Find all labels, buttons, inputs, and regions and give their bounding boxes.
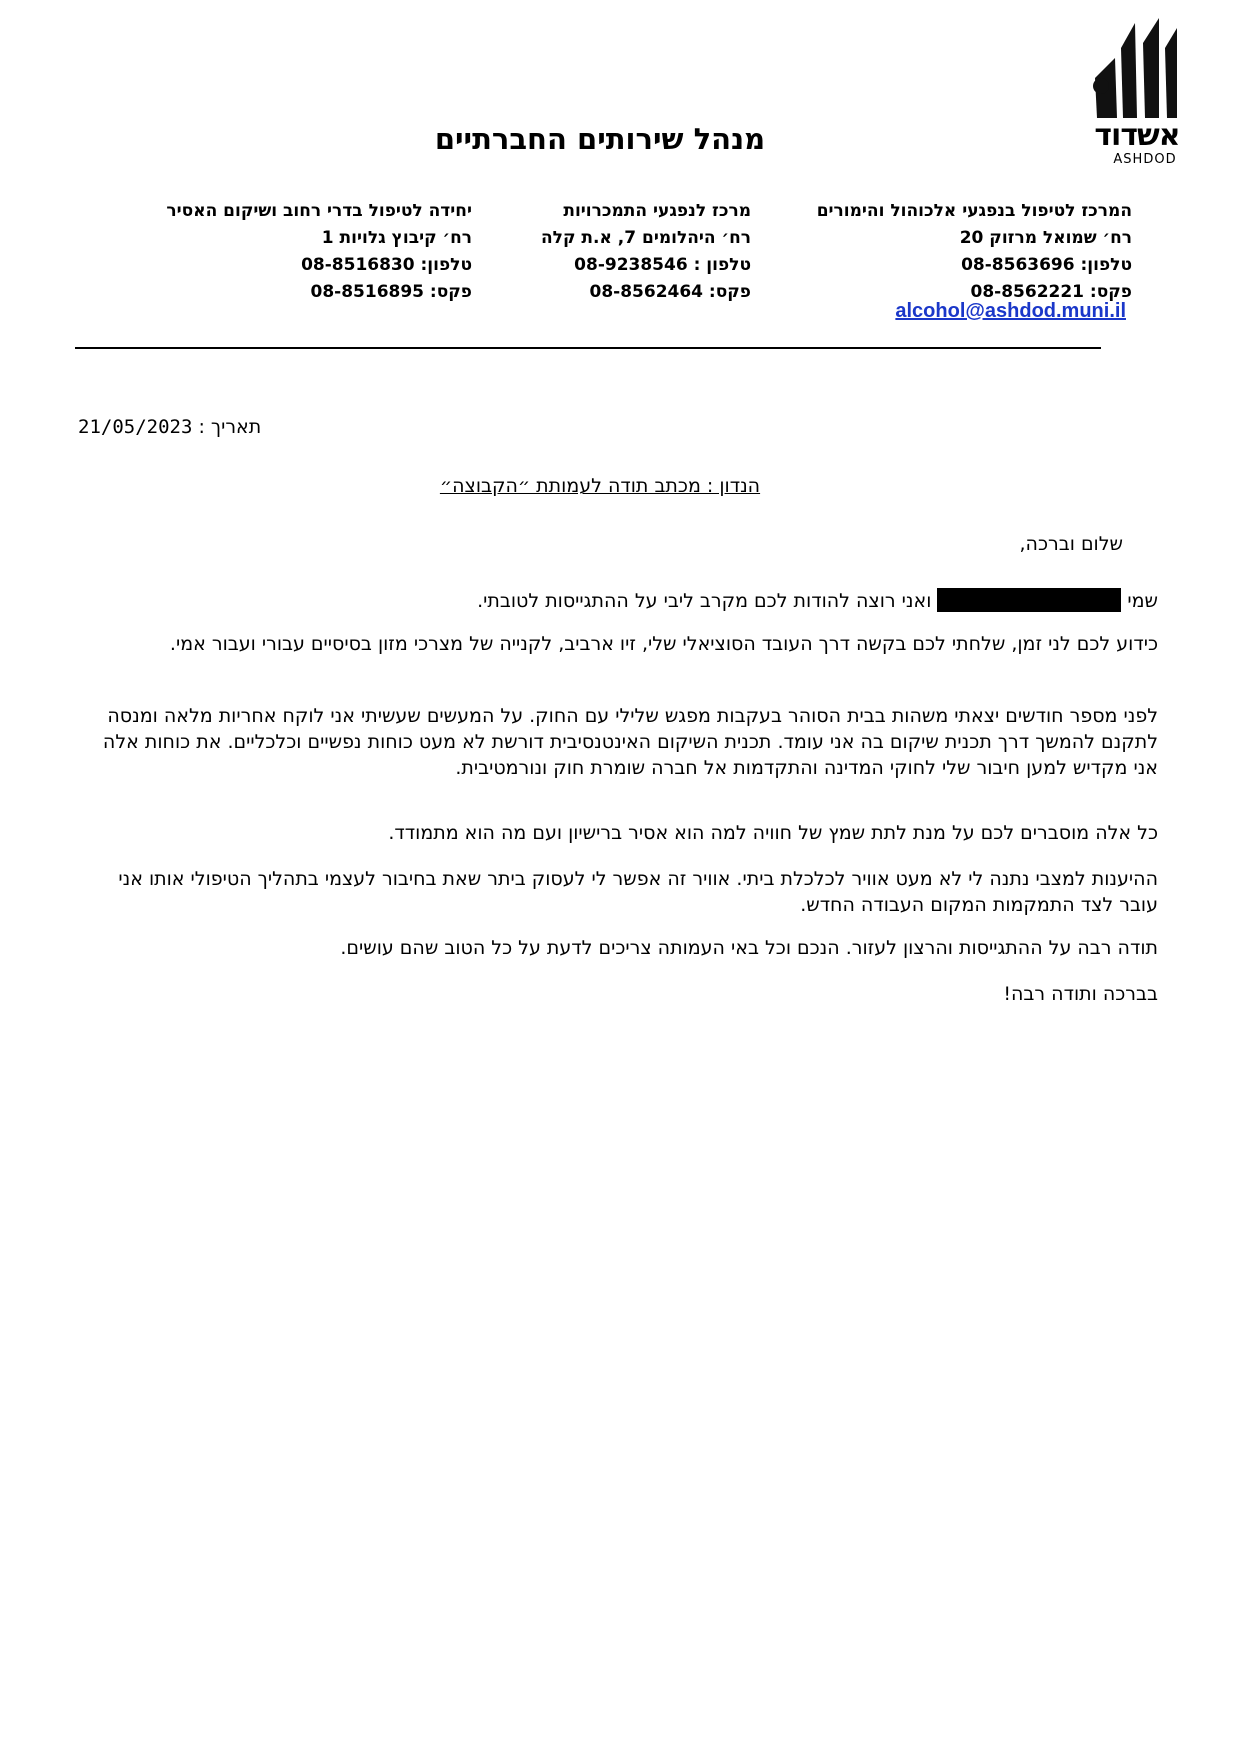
- unit-name: המרכז לטיפול בנפגעי אלכוהול והימורים: [816, 201, 1132, 221]
- unit-name: יחידה לטיפול בדרי רחוב ושיקום האסיר: [166, 201, 472, 221]
- unit-address: רח׳ שמואל מרזוק 20: [959, 228, 1132, 248]
- paragraph-impact: ההיענות למצבי נתנה לי לא מעט אוויר לכלכלת ביתי. אוויר זה אפשר לי לעסוק ביתר שאת בחיבור לעצמי בתהליך הטיפולי אותו אני עובר לצד התמקמות המקום העבודה החדש.: [118, 868, 1158, 916]
- unit-phone: טלפון: 08-8563696: [961, 255, 1132, 275]
- unit-name: מרכז לנפגעי התמכרויות: [563, 201, 751, 221]
- paragraph-explanation: כל אלה מוסברים לכם על מנת לתת שמץ של חוויה למה הוא אסיר ברישיון ועם מה הוא מתמודד.: [388, 822, 1158, 844]
- unit-phone: טלפון : 08-9238546: [574, 255, 751, 275]
- ashdod-emblem-icon: [1085, 18, 1185, 118]
- date-value: 21/05/2023: [78, 416, 193, 438]
- intro-after: ואני רוצה להודות לכם מקרב ליבי על ההתגייסות לטובתי.: [477, 590, 932, 612]
- unit-fax: פקס: 08-8562221: [970, 282, 1132, 302]
- date-label: תאריך :: [198, 416, 262, 438]
- paragraph-intro: [78, 588, 1158, 614]
- page-title: מנהל שירותים החברתיים: [434, 122, 766, 156]
- unit-addiction-center: [541, 198, 751, 306]
- unit-alcohol-center: [817, 198, 1132, 306]
- unit-phone: טלפון: 08-8516830: [301, 255, 472, 275]
- unit-fax: פקס: 08-8562464: [589, 282, 751, 302]
- paragraph-background: לפני מספר חודשים יצאתי משהות בבית הסוהר בעקבות מפגש שלילי עם החוק. על המעשים שעשיתי אני לוקח אחריות מלאה ומנסה לתקנם להמשך דרך תכנית שיקום בה אני עומד. תכנית השיקום האינטנסיבית דורשת לא מעט כוחות נפשיים וכלכליים. את כוחות אלה אני מקדיש למען חיבור שלי לחוקי המדינה והתקדמות אל חברה שומרת חוק ונורמטיבית.: [102, 705, 1158, 779]
- email-link[interactable]: alcohol@ashdod.muni.il: [895, 300, 1126, 322]
- redacted-name: [937, 588, 1121, 612]
- subject-line: הנדון : מכתב תודה לעמותת ״הקבוצה״: [439, 475, 761, 497]
- closing: בברכה ותודה רבה!: [1003, 983, 1158, 1005]
- logo-latin-text: ASHDOD: [1113, 152, 1177, 167]
- intro-before: שמי: [1127, 590, 1158, 612]
- unit-address: רח׳ היהלומים 7, א.ת קלה: [540, 228, 751, 248]
- unit-street-dwellers: [166, 198, 472, 306]
- unit-address: רח׳ קיבוץ גלויות 1: [321, 228, 472, 248]
- date-line: [78, 416, 261, 438]
- ashdod-logo: [1085, 18, 1195, 167]
- greeting: שלום וברכה,: [1019, 533, 1123, 555]
- unit-fax: פקס: 08-8516895: [310, 282, 472, 302]
- header-divider: [75, 347, 1101, 349]
- paragraph-thanks: תודה רבה על ההתגייסות והרצון לעזור. הנכם וכל באי העמותה צריכים לדעת על כל הטוב שהם עושים.: [340, 937, 1158, 959]
- paragraph-request: כידוע לכם לני זמן, שלחתי לכם בקשה דרך העובד הסוציאלי שלי, זיו ארביב, לקנייה של מצרכי מזון בסיסיים עבורי ועבור אמי.: [169, 633, 1158, 655]
- logo-wordmark: אשדוד: [1094, 118, 1180, 153]
